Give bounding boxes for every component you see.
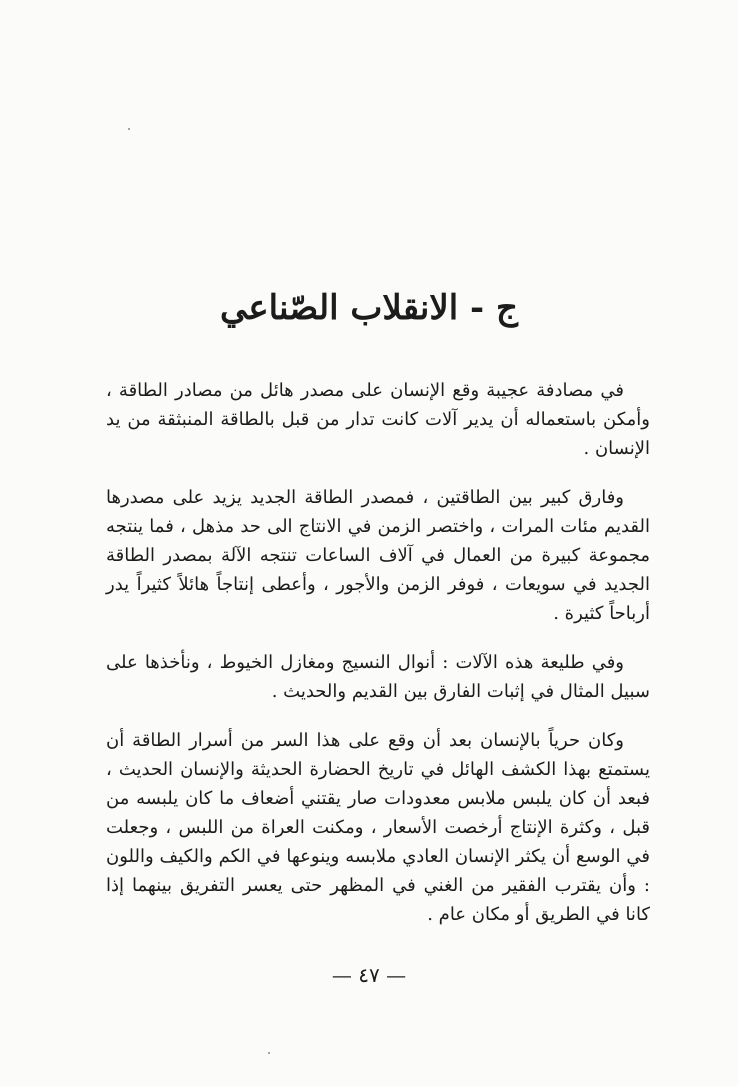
paragraph-4: وكان حرياً بالإنسان بعد أن وقع على هذا السر من أسرار الطاقة أن يستمتع بهذا الكشف الهائل في تاريخ الحضارة الحديثة والإنسان الحديث ، فبعد أن كان يلبس ملابس معدودات صار يقتني أضعاف ما كان يلبسه من قبل ، وكثرة الإنتاج أرخصت الأسعار ، ومكنت العراة من اللبس ، وجعلت في الوسع أن يكثر الإنسان العادي ملابسه وينوعها في الكم والكيف واللون : وأن يقترب الفقير من الغني في المظهر حتى يعسر التفريق بينهما إذا كانا في الطريق أو مكان عام .: [106, 730, 650, 925]
section-heading: ج - الانقلاب الصّناعي: [220, 288, 518, 328]
page-number: — ٤٧ —: [331, 963, 407, 987]
paper-speck: [268, 1052, 270, 1054]
body-text: [106, 376, 650, 949]
paragraph-2: وفارق كبير بين الطاقتين ، فمصدر الطاقة الجديد يزيد على مصدرها القديم مئات المرات ، واختصر الزمن في الانتاج الى حد مذهل ، فما ينتجه مجموعة كبيرة من العمال في آلاف الساعات تنتجه الآلة بمصدر الطاقة الجديد في سويعات ، فوفر الزمن والأجور ، وأعطى إنتاجاً هائلاً كثيراً يدر أرباحاً كثيرة .: [106, 487, 650, 624]
paper-speck: [128, 128, 130, 130]
paragraph-3: وفي طليعة هذه الآلات : أنوال النسيج ومغازل الخيوط ، ونأخذها على سبيل المثال في إثبات الفارق بين القديم والحديث .: [106, 652, 650, 702]
paragraph-1: في مصادفة عجيبة وقع الإنسان على مصدر هائل من مصادر الطاقة ، وأمكن باستعماله أن يدير آلات كانت تدار من قبل بالطاقة المنبثقة من يد الإنسان .: [106, 380, 650, 459]
